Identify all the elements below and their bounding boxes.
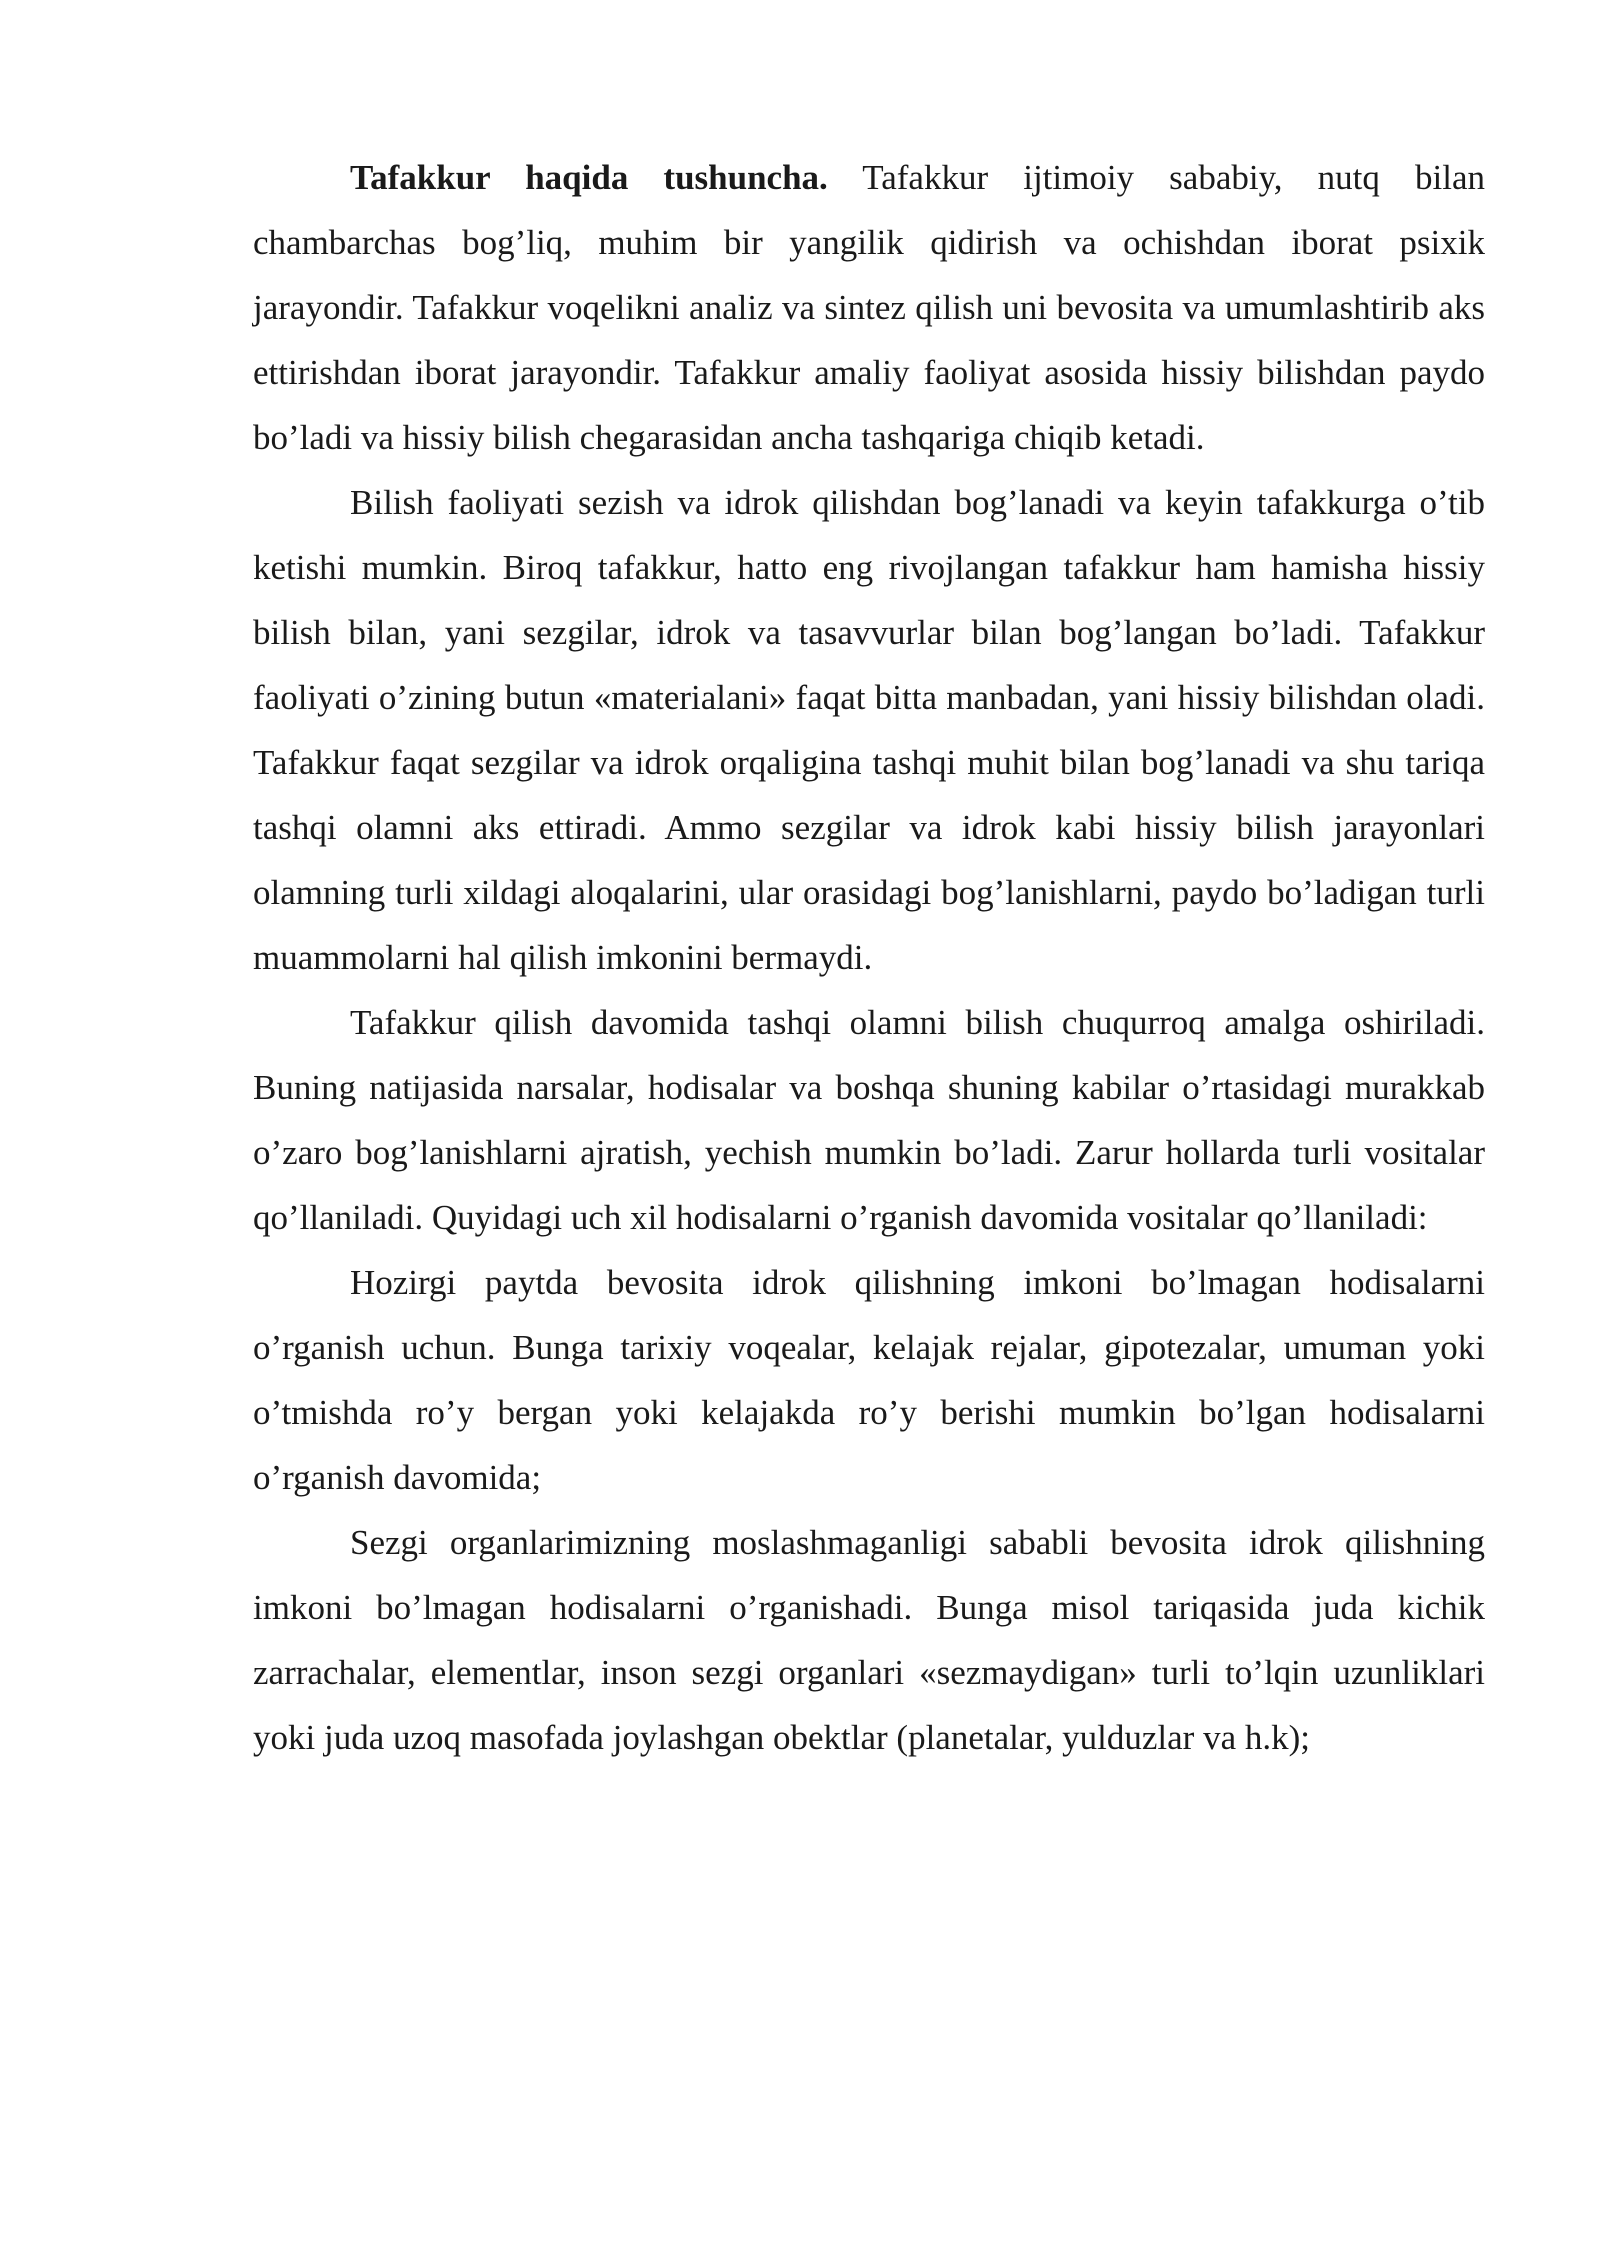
section-heading: Tafakkur haqida tushuncha. <box>350 158 828 197</box>
paragraph-1 <box>253 145 1485 470</box>
document-body <box>253 145 1485 1770</box>
paragraph-2: Bilish faoliyati sezish va idrok qilishdan bog’lanadi va keyin tafakkurga o’tib ketishi mumkin. Biroq tafakkur, hatto eng rivojlangan tafakkur ham hamisha hissiy bilish bilan, yani sezgilar, idrok va tasavvurlar bilan bog’langan bo’ladi. Tafakkur faoliyati o’zining butun «materialani» faqat bitta manbadan, yani hissiy bilishdan oladi. Tafakkur faqat sezgilar va idrok orqaligina tashqi muhit bilan bog’lanadi va shu tariqa tashqi olamni aks ettiradi. Ammo sezgilar va idrok kabi hissiy bilish jarayonlari olamning turli xildagi aloqalarini, ular orasidagi bog’lanishlarni, paydo bo’ladigan turli muammolarni hal qilish imkonini bermaydi. <box>253 483 1485 977</box>
paragraph-1-text: Tafakkur ijtimoiy sababiy, nutq bilan chambarchas bog’liq, muhim bir yangilik qidirish va ochishdan iborat psixik jarayondir. Tafakkur voqelikni analiz va sintez qilish uni bevosita va umumlashtirib aks ettirishdan iborat jarayondir. Tafakkur amaliy faoliyat asosida hissiy bilishdan paydo bo’ladi va hissiy bilish chegarasidan ancha tashqariga chiqib ketadi. <box>253 158 1485 457</box>
paragraph-3: Tafakkur qilish davomida tashqi olamni bilish chuqurroq amalga oshiriladi. Buning natijasida narsalar, hodisalar va boshqa shuning kabilar o’rtasidagi murakkab o’zaro bog’lanishlarni ajratish, yechish mumkin bo’ladi. Zarur hollarda turli vositalar qo’llaniladi. Quyidagi uch xil hodisalarni o’rganish davomida vositalar qo’llaniladi: <box>253 1003 1485 1237</box>
paragraph-5: Sezgi organlarimizning moslashmaganligi sababli bevosita idrok qilishning imkoni bo’lmagan hodisalarni o’rganishadi. Bunga misol tariqasida juda kichik zarrachalar, elementlar, inson sezgi organlari «sezmaydigan» turli to’lqin uzunliklari yoki juda uzoq masofada joylashgan obektlar (planetalar, yulduzlar va h.k); <box>253 1523 1485 1757</box>
paragraph-4: Hozirgi paytda bevosita idrok qilishning imkoni bo’lmagan hodisalarni o’rganish uchun. Bunga tarixiy voqealar, kelajak rejalar, gipotezalar, umuman yoki o’tmishda ro’y bergan yoki kelajakda ro’y berishi mumkin bo’lgan hodisalarni o’rganish davomida; <box>253 1263 1485 1497</box>
